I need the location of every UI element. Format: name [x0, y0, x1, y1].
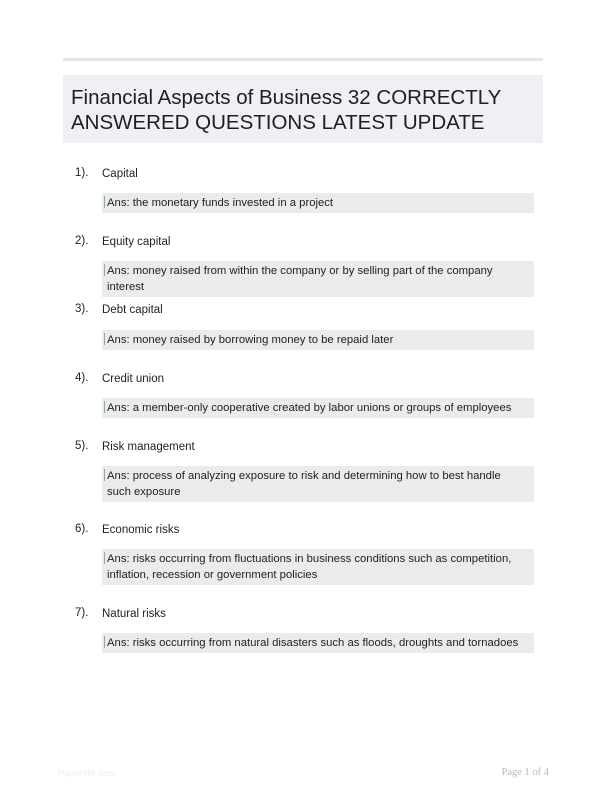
question-number: 7). [75, 607, 89, 619]
top-divider [63, 58, 543, 61]
question-number: 5). [75, 440, 89, 452]
question-text: Economic risks [102, 524, 180, 536]
page-title: Financial Aspects of Business 32 CORRECTLY ANSWERED QUESTIONS LATEST UPDATE [71, 86, 501, 134]
question-text: Equity capital [102, 236, 171, 248]
question-number: 6). [75, 523, 89, 535]
question-text: Debt capital [102, 304, 163, 316]
answer-box: Ans: money raised from within the company or by selling part of the company interest [102, 261, 534, 297]
question-text: Credit union [102, 373, 165, 385]
question-text: Risk management [102, 441, 195, 453]
question-text: Capital [102, 168, 138, 180]
answer-box: Ans: risks occurring from natural disasters such as floods, droughts and tornadoes [102, 633, 534, 653]
question-number: 2). [75, 235, 89, 247]
page-number: Page 1 of 4 [501, 767, 549, 778]
title-banner [63, 75, 543, 143]
question-number: 3). [75, 303, 89, 315]
answer-box: Ans: risks occurring from fluctuations in business conditions such as competition, inflation, recession or government policies [102, 549, 534, 585]
answer-box: Ans: a member-only cooperative created by labor unions or groups of employees [102, 398, 534, 418]
answer-box: Ans: money raised by borrowing money to be repaid later [102, 330, 534, 350]
question-number: 4). [75, 372, 89, 384]
footer-watermark: Paperlibr.com [58, 768, 117, 779]
answer-box: Ans: the monetary funds invested in a project [102, 193, 534, 213]
question-number: 1). [75, 167, 89, 179]
question-text: Natural risks [102, 608, 166, 620]
answer-box: Ans: process of analyzing exposure to risk and determining how to best handle such exposure [102, 466, 534, 502]
